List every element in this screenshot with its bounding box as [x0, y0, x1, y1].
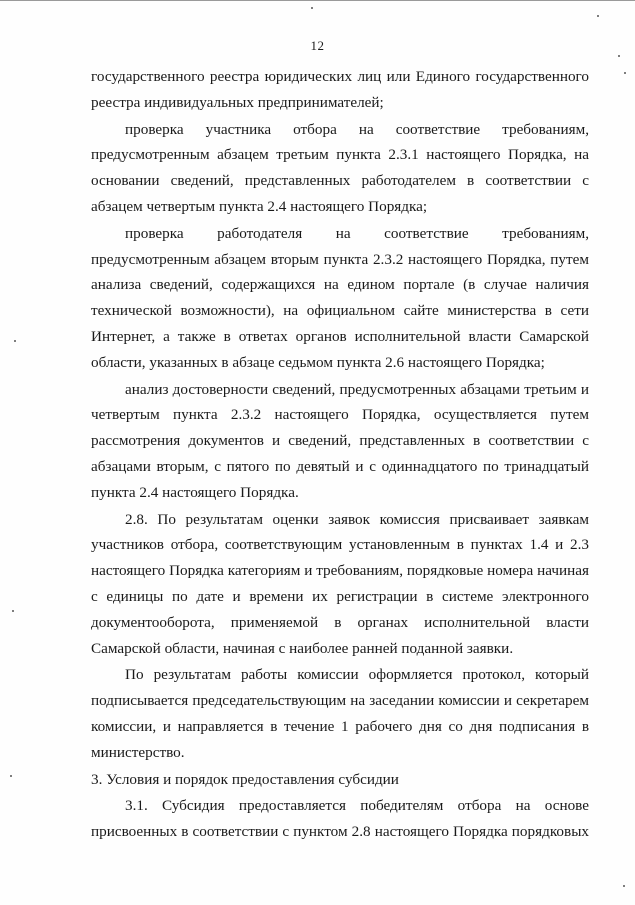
- text-line: реестра индивидуальных предпринимателей;: [91, 93, 384, 111]
- paragraph-registry-end: [91, 64, 589, 116]
- text-line: пункта 2.4 настоящего Порядка.: [91, 483, 299, 501]
- text-line: рассмотрения документов и сведений, представленных в соответствии с: [91, 432, 589, 450]
- text-line: абзацем четвертым пункта 2.4 настоящего Порядка;: [91, 197, 428, 215]
- text-line: предусмотренным абзацем вторым пункта 2.3.2 настоящего Порядка, путем: [91, 250, 589, 268]
- text-line: основании сведений, представленных работодателем в соответствии с: [91, 172, 589, 190]
- scan-speck: [618, 55, 620, 57]
- paragraph-employer-check: [91, 221, 589, 376]
- text-line: четвертым пункта 2.3.2 настоящего Порядка, осуществляется путем: [91, 406, 589, 424]
- text-line: настоящего Порядка категориям и требованиям, порядковые номера начиная: [91, 562, 589, 580]
- text-line: предусмотренным абзацем третьим пункта 2.3.1 настоящего Порядка, на: [91, 146, 589, 164]
- text-line: абзацами вторым, с пятого по девятый и с одиннадцатого по тринадцатый: [91, 457, 589, 475]
- scan-speck: [14, 340, 16, 342]
- text-line: проверка участника отбора на соответствие требованиям,: [125, 120, 589, 138]
- text-line: По результатам работы комиссии оформляется протокол, который: [125, 666, 589, 684]
- paragraph-reliability-analysis: [91, 377, 589, 506]
- scan-speck: [311, 7, 313, 9]
- text-line: анализ достоверности сведений, предусмотренных абзацами третьим и: [125, 380, 589, 398]
- text-line: технической возможности), на официальном сайте министерства в сети: [91, 302, 589, 320]
- scan-speck: [12, 610, 14, 612]
- scan-speck: [597, 15, 599, 17]
- text-line: анализа сведений, содержащихся на едином портале (в случае наличия: [91, 276, 589, 294]
- text-line: документооборота, применяемой в органах исполнительной власти: [91, 613, 589, 631]
- text-line: комиссии, и направляется в течение 1 рабочего дня со дня подписания в: [91, 717, 589, 735]
- document-body: [91, 64, 589, 845]
- scan-speck: [624, 72, 626, 74]
- paragraph-2-8: [91, 507, 589, 662]
- paragraph-participant-check: [91, 117, 589, 220]
- paragraph-3-1: [91, 793, 589, 845]
- text-line: участников отбора, соответствующим установленным в пунктах 1.4 и 2.3: [91, 536, 589, 554]
- text-line: Интернет, а также в ответах органов исполнительной власти Самарской: [91, 327, 589, 345]
- text-line: подписывается председательствующим на заседании комиссии и секретарем: [91, 692, 589, 710]
- text-line: проверка работодателя на соответствие требованиям,: [125, 224, 589, 242]
- paragraph-protocol: [91, 662, 589, 765]
- text-line: области, указанных в абзаце седьмом пункта 2.6 настоящего Порядка;: [91, 353, 545, 371]
- text-line: 3.1. Субсидия предоставляется победителям отбора на основе: [125, 797, 589, 815]
- text-line: 2.8. По результатам оценки заявок комиссия присваивает заявкам: [125, 510, 589, 528]
- text-line: с единицы по дате и времени их регистрации в системе электронного: [91, 587, 589, 605]
- section-heading: 3. Условия и порядок предоставления субсидии: [91, 770, 399, 788]
- text-line: государственного реестра юридических лиц или Единого государственного: [91, 68, 589, 85]
- page-number: 12: [310, 38, 325, 53]
- text-line: министерство.: [91, 743, 185, 761]
- scan-speck: [10, 775, 12, 777]
- text-line: присвоенных в соответствии с пунктом 2.8 настоящего Порядка порядковых: [91, 823, 589, 841]
- scan-speck: [623, 885, 625, 887]
- text-line: Самарской области, начиная с наиболее ранней поданной заявки.: [91, 639, 514, 657]
- scan-edge-line: [0, 0, 635, 1]
